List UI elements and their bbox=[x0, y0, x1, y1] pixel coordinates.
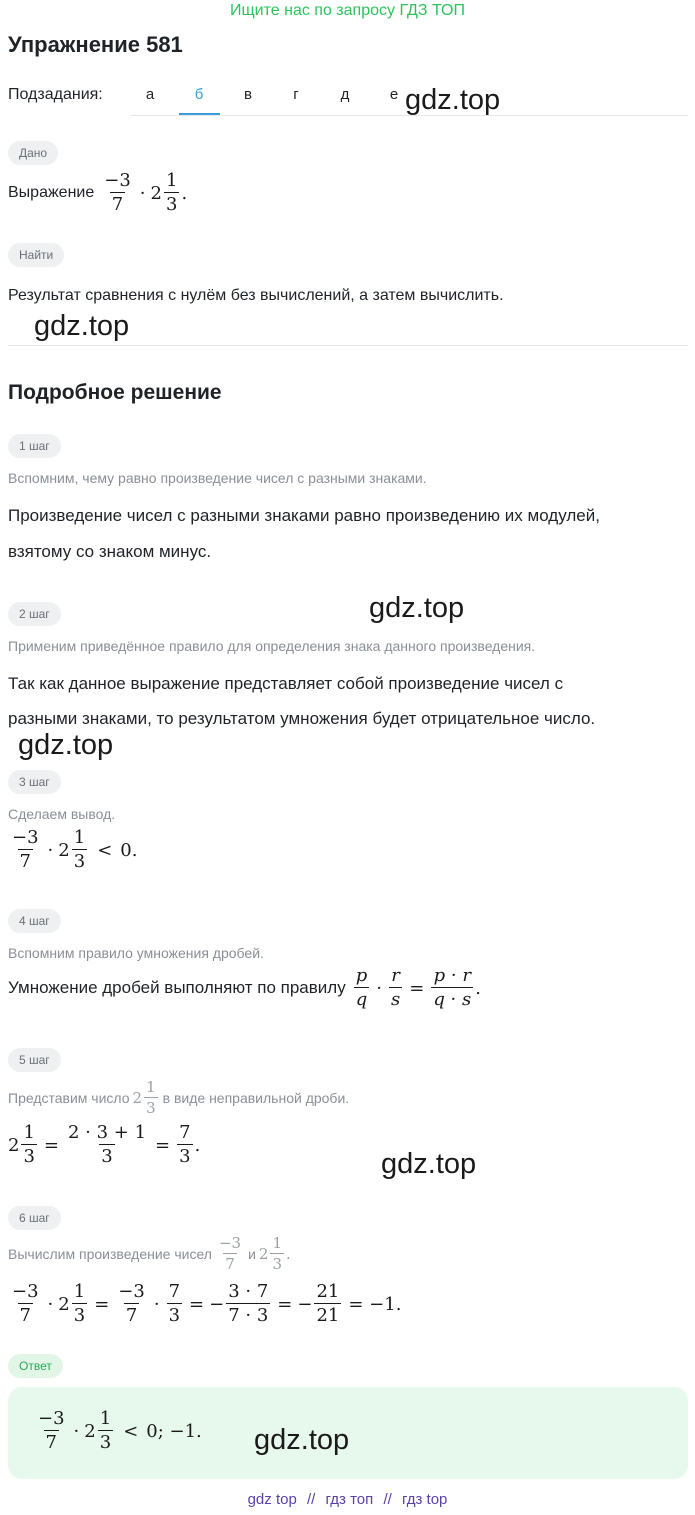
step-3-badge: 3 шаг bbox=[8, 770, 61, 794]
step-5-hint: Представим число 2 $\frac{1}{3}$ в виде неправильной дроби. bbox=[8, 1078, 350, 1117]
answer-formula: $\frac{-3}{7}$ · 2 $\frac{1}{3}$ < 0; −1. bbox=[38, 1408, 202, 1453]
step-4-text: Умножение дробей выполняют по правилу bbox=[8, 978, 346, 997]
find-text: Результат сравнения с нулём без вычислений, а затем вычислить. bbox=[8, 287, 504, 304]
solution-title: Подробное решение bbox=[8, 381, 222, 404]
step-1-hint: Вспомним, чему равно произведение чисел с разными знаками. bbox=[8, 470, 427, 486]
tab-v[interactable]: в bbox=[244, 86, 252, 103]
step-6-hint: Вычислим произведение чисел $\frac{-3}{7}$ и 2 $\frac{1}{3}$ . bbox=[8, 1234, 291, 1273]
tab-e[interactable]: е bbox=[389, 86, 399, 103]
tab-b[interactable]: б bbox=[194, 86, 204, 103]
step-1-text-line2: взятому со знаком минус. bbox=[8, 542, 212, 561]
footer-links bbox=[0, 1491, 695, 1508]
tab-a[interactable]: а bbox=[145, 86, 155, 103]
step-5-formula: 2 $\frac{1}{3}$ = $\frac{2 \cdot 3 + 1}{3}$ = $\frac{7}{3}$ . bbox=[8, 1122, 201, 1167]
watermark: gdz.top bbox=[369, 592, 465, 624]
step-6-badge: 6 шаг bbox=[8, 1206, 61, 1230]
subtasks-label: Подзадания: bbox=[8, 86, 103, 103]
watermark: gdz.top bbox=[405, 84, 501, 116]
step-2-text-line2: разными знаками, то результатом умножения будет отрицательное число. bbox=[8, 709, 596, 728]
tab-d[interactable]: д bbox=[340, 86, 350, 103]
page-title: Упражнение 581 bbox=[8, 32, 183, 57]
footer-link-gdz-top-ru[interactable]: гдз топ bbox=[325, 1491, 374, 1508]
step-2-badge: 2 шаг bbox=[8, 602, 61, 626]
active-tab-indicator bbox=[179, 113, 220, 115]
step-1-badge: 1 шаг bbox=[8, 434, 61, 458]
footer-link-gdz-top[interactable]: gdz top bbox=[247, 1491, 297, 1508]
step-3-formula: $\frac{-3}{7}$ · 2 $\frac{1}{3}$ < 0. bbox=[12, 827, 138, 872]
tab-g[interactable]: г bbox=[293, 86, 299, 103]
answer-badge: Ответ bbox=[8, 1354, 63, 1378]
footer-link-gdz-top-mixed[interactable]: гдз top bbox=[401, 1491, 448, 1508]
find-badge: Найти bbox=[8, 243, 64, 267]
step-4-hint: Вспомним правило умножения дробей. bbox=[8, 945, 264, 961]
step-6-formula: $\frac{-3}{7}$ · 2 $\frac{1}{3}$ = $\frac{-3}{7}$ · $\frac{7}{3}$ = − $\frac{3 \cdot 7}{7 \cdot 3}$ = − $\frac{21}{21}$ = −1. bbox=[12, 1281, 402, 1326]
step-2-text-line1: Так как данное выражение представляет собой произведение чисел с bbox=[8, 674, 564, 693]
step-4-badge: 4 шаг bbox=[8, 909, 61, 933]
given-expression: Выражение $\frac{-3}{7}$ · 2 $\frac{1}{3}$ . bbox=[8, 170, 188, 215]
watermark: gdz.top bbox=[34, 310, 130, 342]
step-2-hint: Применим приведённое правило для определения знака данного произведения. bbox=[8, 638, 536, 654]
divider bbox=[8, 345, 688, 346]
step-5-badge: 5 шаг bbox=[8, 1048, 61, 1072]
watermark: gdz.top bbox=[18, 729, 114, 761]
given-badge: Дано bbox=[8, 141, 58, 165]
watermark: gdz.top bbox=[381, 1148, 477, 1180]
step-4-rule: Умножение дробей выполняют по правилу $\frac{p}{q}$ · $\frac{r}{s}$ = $\frac{p \cdot r}{q \cdot s}$ . bbox=[8, 965, 481, 1010]
top-banner[interactable]: Ищите нас по запросу ГДЗ ТОП bbox=[230, 2, 465, 19]
step-1-text-line1: Произведение чисел с разными знаками равно произведению их модулей, bbox=[8, 506, 600, 525]
step-3-hint: Сделаем вывод. bbox=[8, 806, 116, 822]
footer-separator: // bbox=[383, 1491, 392, 1508]
given-text: Выражение bbox=[8, 184, 95, 202]
footer-separator: // bbox=[306, 1491, 316, 1508]
watermark: gdz.top bbox=[254, 1424, 350, 1456]
